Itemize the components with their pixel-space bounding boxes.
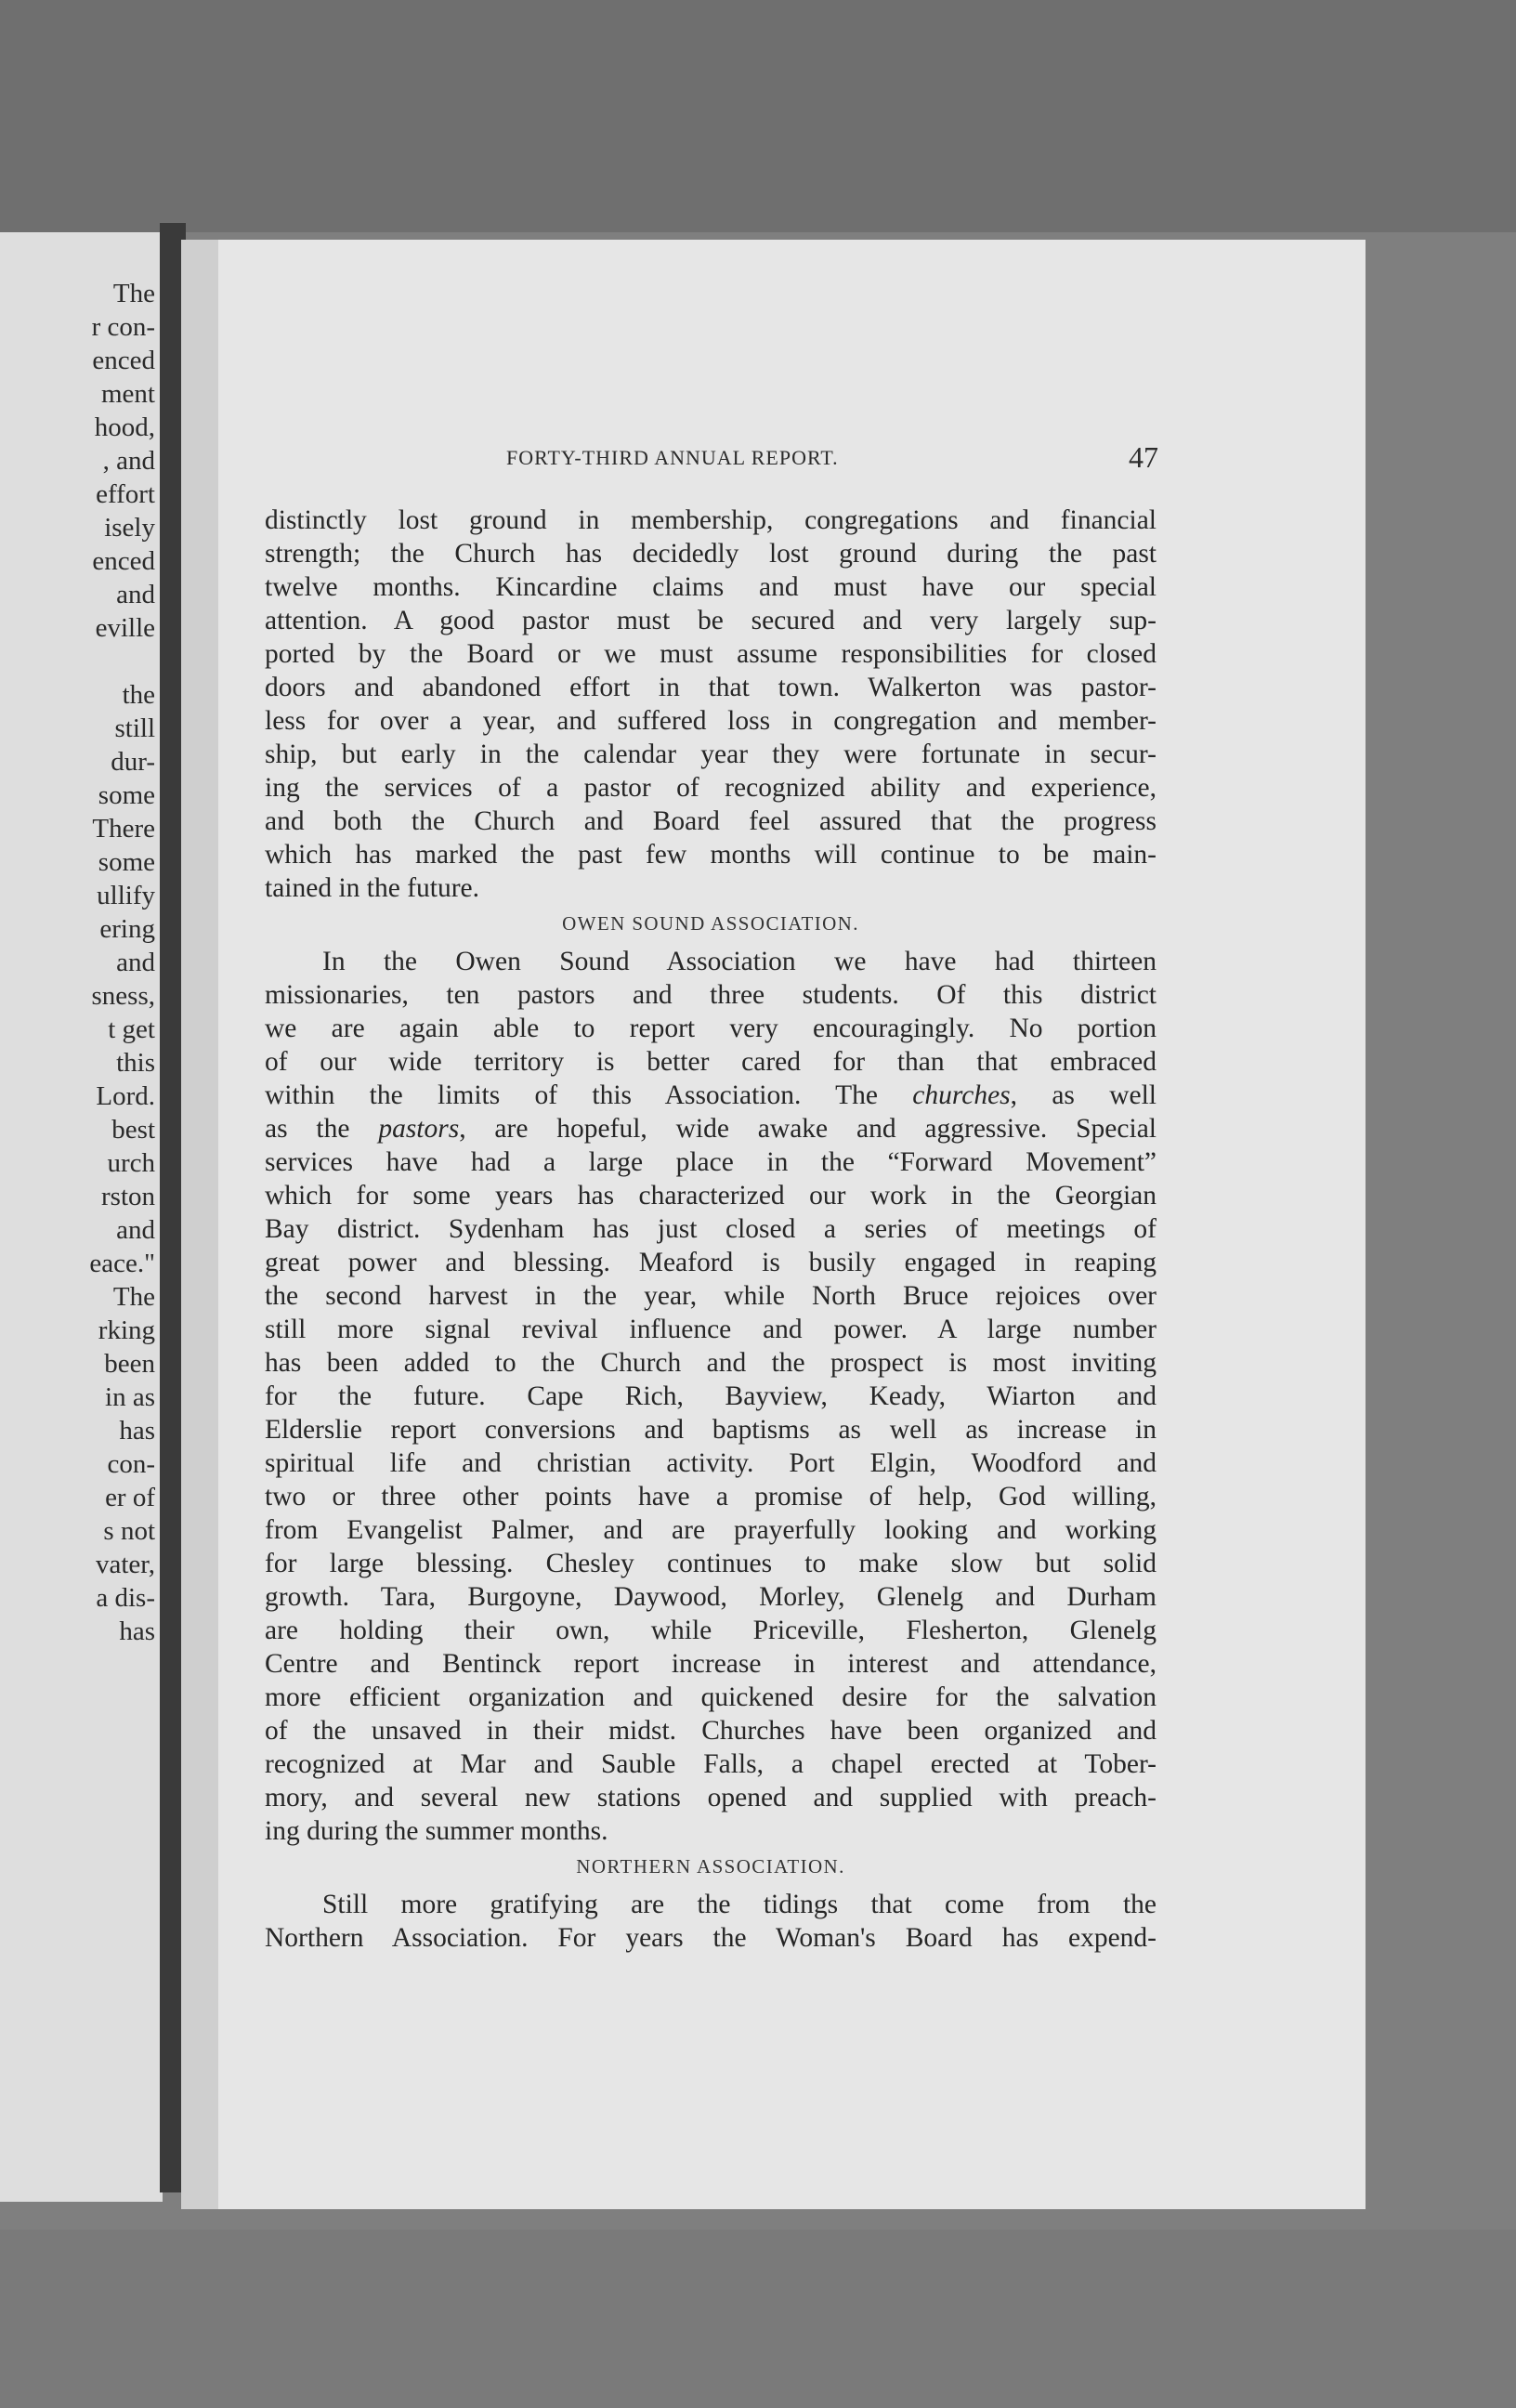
text-run: as the	[265, 1114, 379, 1144]
text-line: less for over a year, and suffered loss in congregation and member-	[265, 706, 1157, 736]
text-line: services have had a large place in the “Forward Movement”	[265, 1147, 1157, 1177]
body-text	[265, 504, 1157, 1955]
left-page-fragment-line: ering	[99, 914, 155, 944]
left-page-fragment-line: enced	[92, 346, 155, 375]
text-line: of our wide territory is better cared for than that embraced	[265, 1047, 1157, 1077]
left-page-fragment-line: this	[116, 1048, 155, 1078]
text-line: Still more gratifying are the tidings that come from the	[322, 1890, 1157, 1919]
text-line: distinctly lost ground in membership, congregations and financial	[265, 505, 1157, 535]
left-page-fragment-line: t get	[108, 1014, 155, 1044]
left-page-fragment-line: vater,	[95, 1550, 155, 1579]
text-line: Elderslie report conversions and baptisms as well as increase in	[265, 1415, 1157, 1445]
text-line: of the unsaved in their midst. Churches have been organized and	[265, 1716, 1157, 1746]
left-page-fragment-line: some	[98, 847, 155, 877]
text-line: for large blessing. Chesley continues to make slow but solid	[265, 1549, 1157, 1578]
left-page-fragment-line: enced	[92, 546, 155, 576]
page-number: 47	[1129, 440, 1158, 474]
text-line: from Evangelist Palmer, and are prayerfully looking and working	[265, 1515, 1157, 1545]
left-page-fragment-line: been	[104, 1349, 155, 1379]
text-line: the second harvest in the year, while North Bruce rejoices over	[265, 1281, 1157, 1311]
italic-word-churches: churches	[912, 1080, 1011, 1110]
text-line: spiritual life and christian activity. Port Elgin, Woodford and	[265, 1448, 1157, 1478]
left-page-fragment-line: The	[112, 279, 155, 308]
background-top	[0, 0, 1516, 232]
text-line: has been added to the Church and the prospect is most inviting	[265, 1348, 1157, 1378]
text-line: In the Owen Sound Association we have had thirteen	[322, 947, 1157, 976]
left-page-fragment-line: eace."	[89, 1249, 155, 1278]
text-line: strength; the Church has decidedly lost ground during the past	[265, 539, 1157, 569]
text-line: mory, and several new stations opened and supplied with preach-	[265, 1783, 1157, 1813]
left-page-fragment-line: con-	[107, 1449, 155, 1479]
heading-northern-association: NORTHERN ASSOCIATION.	[576, 1855, 845, 1878]
left-page-fragment-line: the	[122, 680, 155, 710]
text-line: ship, but early in the calendar year they were fortunate in secur-	[265, 739, 1157, 769]
left-page-fragment-line: a dis-	[96, 1583, 155, 1613]
left-page-fragment-line: in as	[105, 1382, 155, 1412]
text-line: Northern Association. For years the Woman's Board has expend-	[265, 1923, 1157, 1953]
paragraph-walkerton	[265, 504, 1157, 905]
background-bottom	[0, 2230, 1516, 2408]
left-page-fragment-line: ullify	[97, 881, 155, 910]
running-head	[181, 440, 1366, 483]
text-line: which for some years has characterized our work in the Georgian	[265, 1181, 1157, 1211]
left-page-fragment-line: ment	[101, 379, 155, 409]
text-line	[265, 1112, 1157, 1145]
left-page-fragment-line: Lord.	[96, 1081, 155, 1111]
text-line	[265, 1079, 1157, 1112]
text-line: ing during the summer months.	[265, 1816, 608, 1846]
text-line: Bay district. Sydenham has just closed a series of meetings of	[265, 1214, 1157, 1244]
paragraph-owen-sound	[265, 945, 1157, 1848]
left-page-fragment-line: eville	[95, 613, 155, 643]
text-line: recognized at Mar and Sauble Falls, a chapel erected at Tober-	[265, 1749, 1157, 1779]
text-line: and both the Church and Board feel assured that the progress	[265, 806, 1157, 836]
left-page-fragment-line: and	[116, 948, 155, 977]
text-line: attention. A good pastor must be secured and very largely sup-	[265, 606, 1157, 635]
left-page-fragment-line: still	[114, 713, 155, 743]
text-run: within the limits of this Association. The	[265, 1080, 913, 1110]
left-page-fragment-line: The	[112, 1282, 155, 1312]
text-line: missionaries, ten pastors and three students. Of this district	[265, 980, 1157, 1010]
text-line: Centre and Bentinck report increase in interest and attendance,	[265, 1649, 1157, 1679]
left-page-fragment-line: rston	[101, 1182, 155, 1211]
text-line: two or three other points have a promise of help, God willing,	[265, 1482, 1157, 1512]
text-line: for the future. Cape Rich, Bayview, Keady, Wiarton and	[265, 1381, 1157, 1411]
text-line: ported by the Board or we must assume responsibilities for closed	[265, 639, 1157, 669]
text-line: still more signal revival influence and power. A large number	[265, 1315, 1157, 1344]
left-page-fragment-line: er of	[105, 1483, 155, 1512]
left-page-fragment-line: sness,	[91, 981, 155, 1011]
left-page-fragment-line: has	[119, 1416, 155, 1446]
left-page-fragment-line: isely	[104, 513, 155, 543]
italic-word-pastors: pastors	[378, 1114, 460, 1144]
text-line: are holding their own, while Priceville, Flesherton, Glenelg	[265, 1616, 1157, 1645]
left-page-fragment-line: There	[92, 814, 155, 844]
text-line: more efficient organization and quickened desire for the salvation	[265, 1682, 1157, 1712]
left-facing-page	[0, 232, 163, 2202]
text-line: great power and blessing. Meaford is busily engaged in reaping	[265, 1248, 1157, 1277]
text-line: doors and abandoned effort in that town. Walkerton was pastor-	[265, 673, 1157, 702]
left-page-fragment-line: and	[116, 1215, 155, 1245]
left-page-fragment-line: best	[111, 1115, 155, 1145]
left-page-fragment-line: dur-	[111, 747, 155, 777]
text-line: growth. Tara, Burgoyne, Daywood, Morley, Glenelg and Durham	[265, 1582, 1157, 1612]
paragraph-northern	[265, 1888, 1157, 1955]
text-line: tained in the future.	[265, 873, 480, 903]
page-edge-shade	[181, 240, 218, 2209]
left-page-fragment-line: urch	[107, 1148, 155, 1178]
left-page-fragment-line: rking	[98, 1315, 155, 1345]
report-page	[181, 240, 1366, 2209]
left-page-fragment-line: hood,	[94, 412, 155, 442]
left-page-fragment-line: and	[116, 580, 155, 609]
text-line: which has marked the past few months will continue to be main-	[265, 840, 1157, 870]
text-line: we are again able to report very encouragingly. No portion	[265, 1014, 1157, 1043]
left-page-fragment-line: s not	[103, 1516, 155, 1546]
text-line: ing the services of a pastor of recognized ability and experience,	[265, 773, 1157, 803]
left-page-fragment-line: has	[119, 1616, 155, 1646]
left-page-fragment-line: r con-	[91, 312, 155, 342]
text-run: , as well	[1010, 1080, 1157, 1110]
running-head-title: FORTY-THIRD ANNUAL REPORT.	[506, 446, 839, 469]
text-line: twelve months. Kincardine claims and must have our special	[265, 572, 1157, 602]
left-page-fragment-line: effort	[96, 479, 155, 509]
heading-owen-sound-association: OWEN SOUND ASSOCIATION.	[562, 912, 859, 935]
left-page-fragment-line: some	[98, 780, 155, 810]
left-page-fragment-line: , and	[102, 446, 155, 476]
text-run: , are hopeful, wide awake and aggressive. Special	[459, 1114, 1157, 1144]
